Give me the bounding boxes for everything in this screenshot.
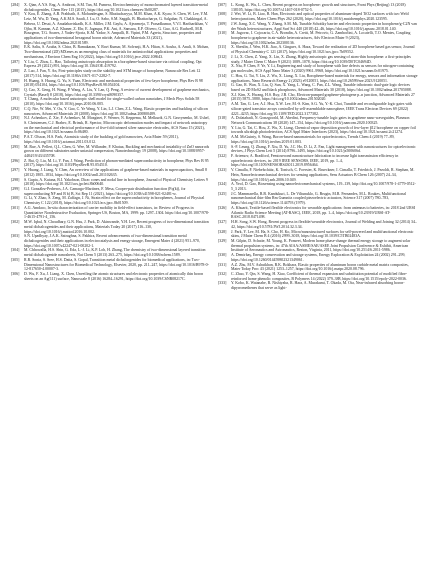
references-right-column: [218, 3, 418, 291]
reference-entry: [11, 116, 211, 135]
reference-text: A.M. Tan, G. Lee, A.J. Hsu, X.W. Lee, M.-S. Kim, S.G. Yu, Y.-K. Choi, Tunable and reconfigurable logic gates with silicon-gated transistor arrays controlled by self-assemblable nanosphere, IEEE Trans Electron Devices 69 (2022) 4221–4235, https://doi.org/10.1109/TED.2022.3177382.: [231, 102, 413, 116]
reference-entry: [218, 145, 418, 154]
reference-text: D. Wu, F. Xu, J. Liang, X. Chen, Unveiling the atomic structures and electronic properties of atomically thin boron sheets on an Ag(111) surface, Nanoscale 8 (2016) 16284–16291, https://doi.org/10.1039/C6NR08217C.: [24, 271, 204, 281]
reference-text: Z. Bai, Q. Liu, M. Li, Y. Fan, J. Wang, Prediction of phonon-mediated superconductivity in borophene, Phys Rev B 95 (2017), https://doi.org/10.1103/PhysRevB.95.054510.: [24, 158, 209, 168]
reference-text: J. Li, X. Chen, Z. Yang, X. Lin, X. Zhang, Highly anisotropic gas sensing of atom-thin borophene: a first-principles study, J Mater Chem C Mater 9 (2021) 1089–1078, https://doi.org/10.1039/D0TC04694D.: [231, 54, 411, 64]
reference-entry: [218, 93, 418, 102]
reference-text: G. Li, Y. Zhao, S. Zeng, M. Zaffagn, J. Ni, Strain effect on the superconductivity in borophenes, Journal of Physical Chemistry C 122 (2018), https://doi.org/10.1021/acs.jpcc.8b01509.: [24, 196, 205, 206]
reference-entry: [218, 55, 418, 64]
reference-number: [285]: [11, 12, 20, 17]
reference-text: X. Qian, A.Y.S. Eng, A. Ambrosi, S.M. Tan, M. Pumera, Electrochemistry of monochromated layered transition-metal dichalcogenides, Chem Rev 115 (2015), https://doi.org/10.1021/acs.chemrev.5b00287.: [24, 3, 208, 12]
reference-entry: [218, 192, 418, 206]
reference-number: [324]: [218, 182, 227, 187]
reference-entry: [218, 154, 418, 168]
reference-entry: [11, 206, 211, 220]
reference-number: [307]: [218, 3, 227, 7]
reference-number: [328]: [218, 229, 227, 234]
reference-entry: [218, 281, 418, 290]
reference-number: [305]: [11, 257, 20, 262]
reference-text: M. Jugovac, I. Cojocariu, C.A. Brondin, A. Cretti, M. Petrovic, G. Zamborlini, A. Locatelli, T.O. Mentes, Coupling borophene to graphene in air-stable heterostructures, Adv Electron Mater 9 (2023), https://doi.org/10.1002/aelm.202300136.: [231, 31, 411, 45]
reference-text: A.M. McGuinty, S. Wang, Boron-based nanomaterials for optoelectronics, Trends Chem 4 (2019) 77–89, https://doi.org/10.1016/j.trechm.2019.01.003.: [231, 135, 395, 144]
reference-number: [317]: [218, 102, 227, 107]
reference-number: [312]: [218, 54, 227, 59]
reference-text: A.G. Amdaco, In-situ characterization of carrier mobility in field-effect transistors, in: Review of Progress in Quantitative Nondestructive Evaluation, Springer US, Boston, MA, 1999: pp. 1297–1304. https://doi.org/10.1007/978-1-4615-4791-4_156.: [24, 205, 210, 220]
reference-entry: [11, 97, 211, 106]
reference-entry: [11, 178, 211, 187]
reference-entry: [218, 168, 418, 182]
reference-number: [333]: [218, 281, 227, 286]
reference-text: A. Dolatabadi, N. Gonzgoorld, M. Abedini, Frequency-tunable logic gates in graphene nano-waveguides, Plasmon Network Communications 38 (2020) 147–154, https://doi.org/10.1016/j.nancom.2020.100325.: [231, 116, 410, 125]
reference-text: C.Q. Nie, W. Mei, Y. Ou, Y. Gao, C. Ye Wang, Y. Lin, L.J. Chen, Z.L. Wang, Elastic properties and buckling of silicon nanowires, Advanced Materials 20 (2008), https://doi.org/10.1002/adma.200800489.: [24, 106, 208, 116]
reference-entry: [218, 239, 418, 253]
reference-entry: [218, 230, 418, 239]
reference-number: [311]: [218, 45, 227, 50]
reference-text: F. Artemov, A. Bradford, Femtosecond nanostructure fabrication to increase light transmission efficiency in optoelectronic devices, in: 2019 IEEE SENSORS, IEEE, 2019, pp. 1–4, https://doi.org/10.1109/SENSORS43011.2019.8956464.: [231, 154, 399, 168]
reference-text: G. Gao, R. Wan, X. Liu, Q. Sun, X. Yang, L. Wang, C. Pan, Z.L. Wang, Tunable tribotronic dual-gate logic devices based on 2D MoS2 and black phosphorus, Advanced Materials 30 (2018), https://doi.org/10.1002/adma.201705088.: [231, 83, 412, 92]
reference-entry: [11, 220, 211, 234]
reference-entry: [11, 135, 211, 144]
reference-text: A.Z. Zhu, M.V. Ashutkhan, B.K. Bokhara, Elastic properties of aluminum boron carbide metal matrix composites, Mater Today Proc 43 (2021) 1253–1257, https://doi.org/10.1016/j.matpr.2020.08.796.: [231, 262, 409, 272]
reference-text: Y. Kobo, K. Watanabe, R. Nishiyaba, R. Hara, A. Murakami, T. Okada, M. Ota, Near-infrared absorbing boron-dipyrromethenes that serve as light-: [231, 281, 405, 291]
reference-text: V. Cimalla, F. Niebelschütz, K. Tonisch, C. Foerster, K. Brueckner, I. Cimalla, T. Friedrich, J. Pezoldt, R. Stephan, M. Hein, Nanoelectromechanical devices for sensing applications, Sens Actuators B Chem 126 (2007) 24–34, https://doi.org/10.1016/j.snb.2006.10.049.: [231, 168, 415, 182]
reference-text: A. Khuarit, Textile-based flexible electronics for wearable applications: from antennas to batteries, in: 2018 2nd URSI Atlantic Radio Science Meeting (AT-RASC), IEEE, 2018, pp. 1–4, https://doi.org/10.23919/URSI-AT-RASC.2018.8471498.: [231, 205, 416, 220]
reference-entry: [11, 187, 211, 196]
reference-text: S.-F. Leung, Q. Zhang, F. Xiu, D. Yu, J.C. Ho, D. Li, Z. Fan, Light management with nanostructures for optoelectronic devices, J Phys Chem Lett 5 (2014) 8796–1495, https://doi.org/10.1021/jz500606d.: [231, 144, 416, 154]
reference-number: [319]: [218, 125, 227, 130]
reference-entry: [11, 79, 211, 88]
reference-text: J. Wei, W. Li, B. Liao, B. Han, Electronic and optical properties of aluminum-doped TiO2 surfaces with two Weld heterojunctions, Mater Chem Phys 262 (2020), https://doi.org/10.1016/j.matchemphys.2020.123595.: [231, 12, 409, 22]
reference-number: [295]: [11, 144, 20, 149]
reference-text: R.R. Sonia, S. Sree, H.S. Datta, S. Gopal, Transition metal dichalcogenides for biomedical applications, in: Two-Dimensional Nanostructures for Biomedical Technology, Elsevier, 2020, pp. 211–247, https://doi.org/10.1016/B978-0-12-817650-4.00007-3.: [24, 257, 209, 272]
reference-text: C. Zhao, Y. Qin, S. Wang, H. Xiao, Coefficient of thermal expansion and substitution potential of modified fibre-reinforced home phenolic composites, B Polymers 14 (2022) 379–388, https://doi.org/10.1515/epoly-2022-0036.: [231, 271, 407, 281]
reference-number: [298]: [11, 177, 20, 182]
reference-number: [313]: [218, 64, 227, 69]
reference-number: [330]: [218, 253, 227, 258]
reference-number: [326]: [218, 205, 227, 210]
reference-entry: [11, 248, 211, 257]
reference-text: M.W. Iqbal, N. Choudhary, G.N. Hsu, J. Park, D. Akinwande, Y.H. Lee, Recent progress of two-dimensional transition metal dichalcogenides and their applications, Materials Today 20 (2017) 116–130, https://doi.org/10.1016/j.mattod.2016.10.002.: [24, 220, 209, 234]
reference-entry: [218, 253, 418, 262]
reference-entry: [218, 116, 418, 125]
reference-number: [325]: [218, 191, 227, 196]
reference-entry: [11, 272, 211, 281]
reference-text: X. Shenlin, J. Wen, H.K. Jiao, A. Ginguer, A. Haza, Toward the realization of 2D borophene based gas sensor, Journal of Physical Chemistry C 121 (2017), https://doi.org/10.1021/acs.jpcc.7b09552.: [231, 45, 415, 55]
reference-number: [301]: [11, 205, 20, 210]
reference-entry: [218, 3, 418, 12]
references-left-column: [11, 3, 211, 281]
reference-text: C. Hou, G. Tai, Y. Liu, Z. Wu, X. Liang, X. Liu, Borophene-based materials for energy, sensors and information storage applications, Nano Research Energy 2 (2023) e9120051, https://doi.org/10.26599/nre.2023.9120051.: [231, 73, 418, 83]
reference-number: [306]: [11, 271, 20, 276]
reference-number: [292]: [11, 106, 20, 111]
reference-entry: [11, 60, 211, 69]
reference-text: Z. Luo, J. Fan, Y. An, First-principles study on the stability and STM image of borophene, Nanoscale Res Lett 12 (2017) 514, https://doi.org/10.1186/s11671-017-2282-7.: [24, 69, 201, 78]
reference-text: J.C. Mammarella, R.B. Kandukuri, L. De Viltunuklo, G. Brugin, M.R. Fernandes, M.L. Roukes, Multifunctional nanomechanical thin-film Rm Gumnitz coupled piezoelectric actuators, Science 317 (2007) 780–783, https://doi.org/10.1126/science.1144793 (1979).: [231, 191, 407, 206]
reference-entry: [218, 12, 418, 21]
reference-entry: [11, 196, 211, 205]
reference-entry: [218, 45, 418, 54]
reference-number: [304]: [11, 248, 20, 253]
reference-entry: [11, 145, 211, 159]
reference-text: G.I. González-Pedreros, J.A. Camargo-Martinez, F. Mesa, Cooper-pair distribution function (Fq(k)), for superconducting NF and B b) B, Sci Rep 11 (2021), https://doi.org/10.1038/s41598-021-02481-w.: [24, 187, 186, 196]
reference-number: [293]: [11, 116, 20, 121]
reference-entry: [11, 3, 211, 12]
reference-entry: [218, 83, 418, 92]
reference-number: [316]: [218, 92, 227, 97]
reference-entry: [11, 159, 211, 168]
reference-text: M. Chhowalla, H.S. Shin, G. Eda, L.-J. Li, K.P. Loh, H. Zhang, The chemistry of two-dimensional layered transition metal dichalcogenide nanosheets, Nat Chem 5 (2013) 263–275, https://doi.org/10.1038/nchem.1589.: [24, 248, 206, 258]
reference-text: J. Park, Y. Lee, M. Ha, S. Cho, H. Ko, Micro/nanostructured surfaces for self-powered and multifunctional electronic skins, J Mater Chem B 4 (2016) 2999–3018, https://doi.org/10.1039/C5TB02483A.: [231, 229, 414, 239]
reference-text: Y. Liu, G. Tai, C. Hou, Z. Wu, X. Liang, Chemical vapor deposition growth of few-layer β12 borophene on copper foil towards ultrahigh photodetection, ACS Appl Mater Interfaces (2023), https://doi.org/10.1021/acsami.2c21274.: [231, 125, 416, 135]
reference-entry: [218, 220, 418, 229]
reference-entry: [11, 45, 211, 59]
reference-text: A. Demirbaş, Energy conservation and storage systems, Energy Exploration & Exploitation 24 (2002) 291–299, https://doi.org/10.1260/014459802321349061.: [231, 253, 406, 262]
reference-number: [300]: [11, 196, 20, 201]
reference-text: J.W. Jiang, X.C. Wang, Y. Zhang, S.M. Mi, Tunable Schottky barrier and electronic properties in borophene/g-C2N van der Waals heterostructures, Appl Surf Sci 440 (2018) 42–46, https://doi.org/10.1016/j.apsusc.2018.01.140.: [231, 21, 417, 31]
reference-text: H.H. Song, S.W. Hong, Recent progress in flexible/wearable electronics, Journal of Welding and Joining 32 (2014) 34–42, https://doi.org/10.5781/JWJ.2014.32.3.34.: [231, 220, 417, 229]
reference-number: [294]: [11, 135, 20, 140]
reference-text: M. Rue, A. Pellert, Q.L. Chen, G. Wee, M. Willander, F. Khatua, Buckling and mechanical instability of ZnO nanorods grown on different substrates under uniaxial compression, Nanotechnology 19 (2008), https://doi.org/10.1088/0957-4484/19/43/435708.: [24, 144, 210, 158]
reference-text: Y. Huang, J. Liang, Y. Chen, An overview of the applications of graphene-based materials in supercapacitors, Small 8 (2012) 1805–1834, https://doi.org/10.1002/smll.201102635.: [24, 168, 207, 177]
reference-number: [332]: [218, 271, 227, 276]
reference-number: [322]: [218, 154, 227, 158]
reference-text: T. Chang, A molecular based anisotropic shell model for single-walled carbon nanotubes, J Mech Phys Solids 58 (2010), https://doi.org/10.1016/j.jmps.2010.06.005.: [24, 97, 200, 107]
reference-text: L. Kong, K. Wu, L. Chen, Recent progress on borophene: growth and structures, Front Phys (Beijing) 13 (2018) 138105, https://doi.org/10.1007/s11467-018-0752-5.: [231, 3, 406, 12]
reference-entry: [11, 88, 211, 97]
reference-number: [321]: [218, 144, 227, 149]
reference-number: [299]: [11, 187, 20, 192]
reference-number: [308]: [218, 12, 227, 17]
reference-entry: [11, 12, 211, 45]
reference-number: [314]: [218, 73, 227, 78]
reference-entry: [218, 182, 418, 191]
reference-text: H. Huang, S. Huang, G. Yu, S. Yuan, Electronic and mechanical properties of few-layer borophene, Phys Rev B 98 (2018) 054104, https://doi.org/10.1103/PhysRevB.98.054104.: [24, 78, 203, 88]
reference-number: [291]: [11, 97, 20, 102]
reference-number: [331]: [218, 262, 227, 267]
reference-entry: [11, 69, 211, 78]
reference-number: [302]: [11, 220, 20, 225]
reference-entry: [11, 107, 211, 116]
reference-number: [303]: [11, 234, 20, 239]
reference-number: [297]: [11, 168, 20, 173]
reference-number: [309]: [218, 21, 227, 26]
reference-number: [323]: [218, 168, 227, 173]
reference-entry: [218, 31, 418, 45]
reference-text: X. Niu, P. Chen, F. Ye, Y. Li, Engineering and study of borophene with line defects as sensors for nitrogen-containing gas molecules, ACS Appl Nano Mater 3 (2020) 9961–9968, https://doi.org/10.1021/acsanm.0c01975.: [231, 64, 414, 74]
reference-entry: [218, 135, 418, 144]
reference-number: [327]: [218, 220, 227, 225]
reference-text: X.J. Kim, X. Hwang, H.S. Ruy, J.B. Cho, Electron-pumped graphene-photogene p–n junction, Advanced Materials 27 (2015) 5875–5880, https://doi.org/10.1002/adma.201502020.: [231, 92, 415, 102]
reference-number: [296]: [11, 158, 20, 163]
reference-entry: [218, 126, 418, 135]
reference-number: [290]: [11, 87, 20, 92]
reference-entry: [218, 74, 418, 83]
reference-entry: [11, 258, 211, 272]
reference-text: Y. Liu, C. Zhou, L. Hao, Tailoring anisotropic absorption in a borophene-based structure via critical coupling, Opt Express 29 (2021) 891, https://doi.org/10.1364/OE.419792.: [24, 59, 202, 69]
reference-text: S.N. Upadhyay, J.A.K. Satrughna, S. Pakhira, Recent advancements of two-dimensional transition metal dichalcogenides and their applications in electrocatalysis and energy storage, Emergent Mater 4 (2021) 951–970, https://doi.org/10.1007/s42247-021-00202-1.: [24, 234, 200, 248]
reference-entry: [11, 168, 211, 177]
reference-number: [287]: [11, 59, 20, 64]
reference-text: P.A.T. Olsson, H.S. Park, Atomistic study of the buckling of gold nanowires, Acta Mater 59 (2011), https://doi.org/10.1016/j.actamat.2011.03.012.: [24, 135, 179, 144]
reference-text: S. Gupta, A. Kutana, B.I. Yakobson, Dirac cones and nodal line in borophene, Journal of Physical Chemistry Letters 9 (2018), https://doi.org/10.1021/acs.jpclett.8b00640.: [24, 177, 208, 187]
reference-entry: [218, 102, 418, 116]
reference-number: [288]: [11, 69, 20, 74]
reference-text: Y. Kou, E. Zhang, A.B. Prabhath, A. Mohandesgan, S. Bhattacharyya, M.M. Khan, A.K. Kyaw, S. Chen, W. Lee, Y.M. Leiz, M. Wu, D. Yang, A.K.M.S. Saadi, J. Lu, O. Sabo, S.M. Saggik, B. Bhattacharya, G. Salgabar, N. Chakkingal, A. Behera, U. Desai, A. Anudabaviskadh, K.A. Miller, J.M. Gaylu, A. Ajearmeja, T. Prasadkumar, V.V.I. Hariharikhan, V. Ojha, H. Kannan, A.Z. Khaner, Z. Ehr, E. Jagaupa, P.K. Ani, A. Sansara, E.P. Olivero, G. Guo, A.G. Rudwell, M.R. Bourgeon, T.G. Soares, J. Yadav-Sjoria, K.M. Yadav, S. Ampalli, R. Vipini, P.M. Agreta, Structure, properties and applications of two-dimensional hexagonal boron nitride, Advanced Materials 33 (2021), https://doi.org/10.1002/adma.202101589.: [24, 12, 209, 45]
reference-number: [289]: [11, 78, 20, 83]
reference-number: [286]: [11, 45, 20, 50]
reference-entry: [218, 22, 418, 31]
reference-text: Q. Cao, X. Geng, H. Wang, P. Wang, A. Liu, Y. Lan, Q. Peng, A review of current development of graphene mechanics, Crystals (Basel) 8 (2018), https://doi.org/10.3390/cryst8090357.: [24, 87, 210, 97]
reference-number: [310]: [218, 31, 227, 36]
reference-entry: [218, 263, 418, 272]
reference-text: M. Gilpin, D. Schatte, M. Young, K. Ponseet, Modern home phase-change thermal energy storage to augment solar thermal propulsion systems, in: 47th AIAA/ASME/SAE/ASEE Joint Propulsion Conference & Exhibit, American Institute of Aeronautics and Astronautics, Reston, Virginia, 2011, https://doi.org/10.2514/6.2011-5986.: [231, 238, 411, 253]
reference-text: A. Yeol, D. Gao, Biosensing using nanoelectromechanical systems, 119–139, http://doi.org/10.1007/978-1-4779-0512-5_3 2013.: [231, 182, 416, 192]
reference-text: N.J. Achenkov, Z. Xie, F. Achenkov, M. Mozginet, F. Werner, N. Keppema, M. Melkurdt, G.N. Gavrynenko, M. Ushel, S. Christensen, C.J. Brabec, E. Brinsk, R. Spector, Microscopic deformation modes and impact of network anisotropy on the mechanical and electrical performance of five-fold twinned silver nanowire electrodes, ACS Nano 15 (2021), https://doi.org/10.1021/acsnano.0c06480.: [24, 116, 210, 135]
reference-text: E.K. Saliu, S. Aouba, S. Chira, B. Ramakaran, Y. Ravi Kumar, M. Solvanji, H.A. Hitan, S. Aouba, A. Anuli, S. Mohan, Two-dimensional (2D) MXenes as an emerging class of materials for antimicrobial applications: properties and mechanisms, J Environ Chem Eng 10 (2022), https://doi.org/10.1016/j.jece.2022.108643.: [24, 45, 210, 59]
reference-entry: [218, 272, 418, 281]
reference-entry: [218, 64, 418, 73]
reference-entry: [11, 234, 211, 248]
reference-number: [315]: [218, 83, 227, 88]
reference-number: [320]: [218, 135, 227, 140]
reference-entry: [218, 206, 418, 220]
reference-number: [329]: [218, 238, 227, 243]
reference-number: [318]: [218, 116, 227, 121]
reference-number: [284]: [11, 3, 20, 7]
